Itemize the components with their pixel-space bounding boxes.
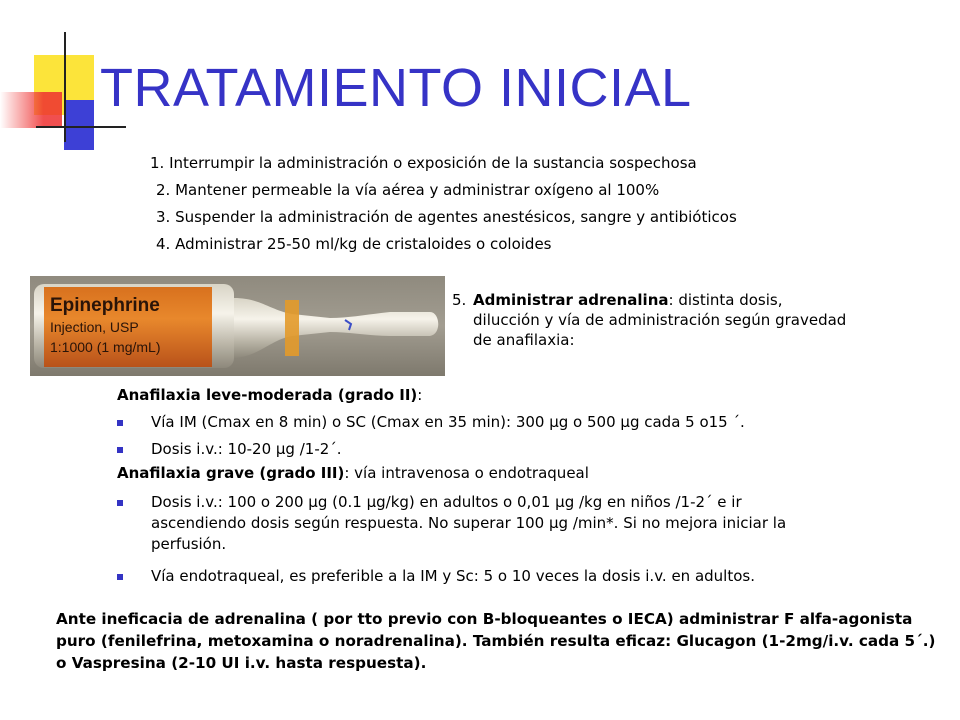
- section-heading-severe: Anafilaxia grave (grado III): vía intravenosa o endotraqueal: [117, 464, 589, 482]
- step-item-adrenalina: [452, 290, 852, 350]
- list-item: Vía endotraqueal, es preferible a la IM y Sc: 5 o 10 veces la dosis i.v. en adultos.: [117, 566, 837, 587]
- step-text: : distinta dosis, dilucción y vía de administración según gravedad de anafilaxia:: [473, 291, 847, 349]
- list-item: Vía IM (Cmax en 8 min) o SC (Cmax en 35 min): 300 µg o 500 µg cada 5 o15 ´.: [117, 412, 837, 433]
- bullet-square-icon: [117, 574, 123, 580]
- decorative-horizontal-line: [36, 126, 126, 128]
- decorative-blue-square: [64, 100, 94, 150]
- closing-note: Ante ineficacia de adrenalina ( por tto previo con B-bloqueantes o IECA) administrar F alfa-agonista puro (fenilefrina, metoxamina o noradrenalina). También resulta eficaz: Glucagon (1-2mg/i.v. cada 5´.) o Vaspresina (2-10 UI i.v. hasta respuesta).: [56, 610, 936, 672]
- list-item: Dosis i.v.: 10-20 µg /1-2´.: [117, 439, 837, 460]
- step-item: 1. Interrumpir la administración o exposición de la sustancia sospechosa: [150, 154, 697, 172]
- step-emphasis: Administrar adrenalina: [473, 291, 669, 309]
- step-item: 2. Mantener permeable la vía aérea y administrar oxígeno al 100%: [156, 181, 660, 199]
- ampoule-label-line1: Epinephrine: [50, 295, 160, 316]
- ampoule-label-line2: Injection, USP: [50, 319, 139, 335]
- step-number: 5.: [452, 291, 467, 309]
- list-item: Dosis i.v.: 100 o 200 µg (0.1 µg/kg) en adultos o 0,01 µg /kg en niños /1-2´ e ir ascendiendo dosis según respuesta. No superar 100 µg /min*. Si no mejora iniciar la perfusión.: [117, 492, 837, 555]
- bullet-square-icon: [117, 447, 123, 453]
- slide-title: TRATAMIENTO INICIAL: [100, 58, 692, 118]
- ampoule-label-line3: 1:1000 (1 mg/mL): [50, 339, 161, 355]
- bullet-square-icon: [117, 420, 123, 426]
- decorative-red-bar: [0, 92, 62, 128]
- section-heading-mild: Anafilaxia leve-moderada (grado II):: [117, 386, 423, 404]
- step-item: 3. Suspender la administración de agentes anestésicos, sangre y antibióticos: [156, 208, 737, 226]
- step-item: 4. Administrar 25-50 ml/kg de cristaloides o coloides: [156, 235, 552, 253]
- epinephrine-ampoule-photo: [30, 276, 445, 376]
- bullet-square-icon: [117, 500, 123, 506]
